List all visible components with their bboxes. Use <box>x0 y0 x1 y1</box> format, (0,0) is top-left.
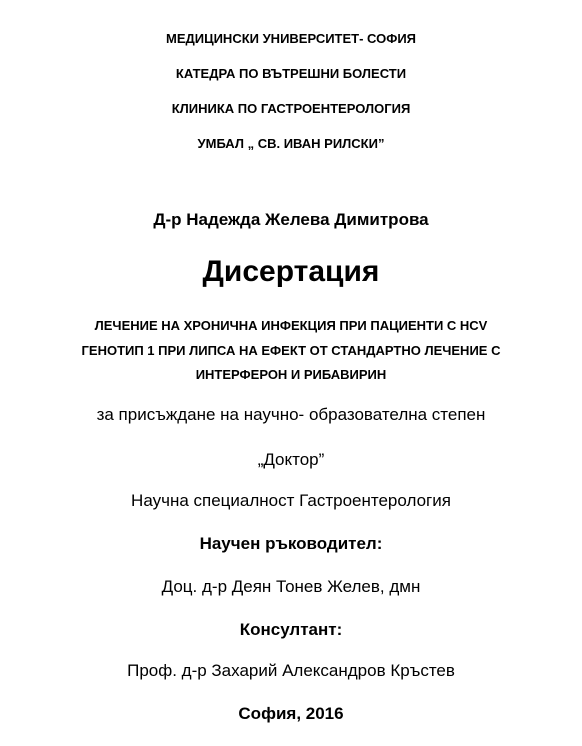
supervisor-label: Научен ръководител: <box>199 534 383 553</box>
degree-name: „Доктор” <box>257 450 325 469</box>
thesis-topic-line-2: ГЕНОТИП 1 ПРИ ЛИПСА НА ЕФЕКТ ОТ СТАНДАРТНО ЛЕЧЕНИЕ С <box>81 343 501 358</box>
degree-purpose: за присъждане на научно- образователна степен <box>96 405 486 424</box>
department-name: КАТЕДРА ПО ВЪТРЕШНИ БОЛЕСТИ <box>175 66 407 81</box>
supervisor-name: Доц. д-р Деян Тонев Желев, дмн <box>161 577 421 596</box>
hospital-name: УМБАЛ „ СВ. ИВАН РИЛСКИ” <box>197 136 385 151</box>
university-name: МЕДИЦИНСКИ УНИВЕРСИТЕТ- СОФИЯ <box>165 31 417 46</box>
thesis-topic-line-3: ИНТЕРФЕРОН И РИБАВИРИН <box>195 367 387 382</box>
document-type-title: Дисертация <box>202 255 380 288</box>
clinic-name: КЛИНИКА ПО ГАСТРОЕНТЕРОЛОГИЯ <box>171 101 411 116</box>
author-name: Д-р Надежда Желева Димитрова <box>153 210 429 229</box>
consultant-label: Консултант: <box>239 620 343 639</box>
consultant-name: Проф. д-р Захарий Александров Кръстев <box>127 661 455 680</box>
place-and-year: София, 2016 <box>238 704 344 723</box>
thesis-topic-line-1: ЛЕЧЕНИЕ НА ХРОНИЧНА ИНФЕКЦИЯ ПРИ ПАЦИЕНТИ С HCV <box>94 318 488 333</box>
specialty: Научна специалност Гастроентерология <box>131 491 451 510</box>
